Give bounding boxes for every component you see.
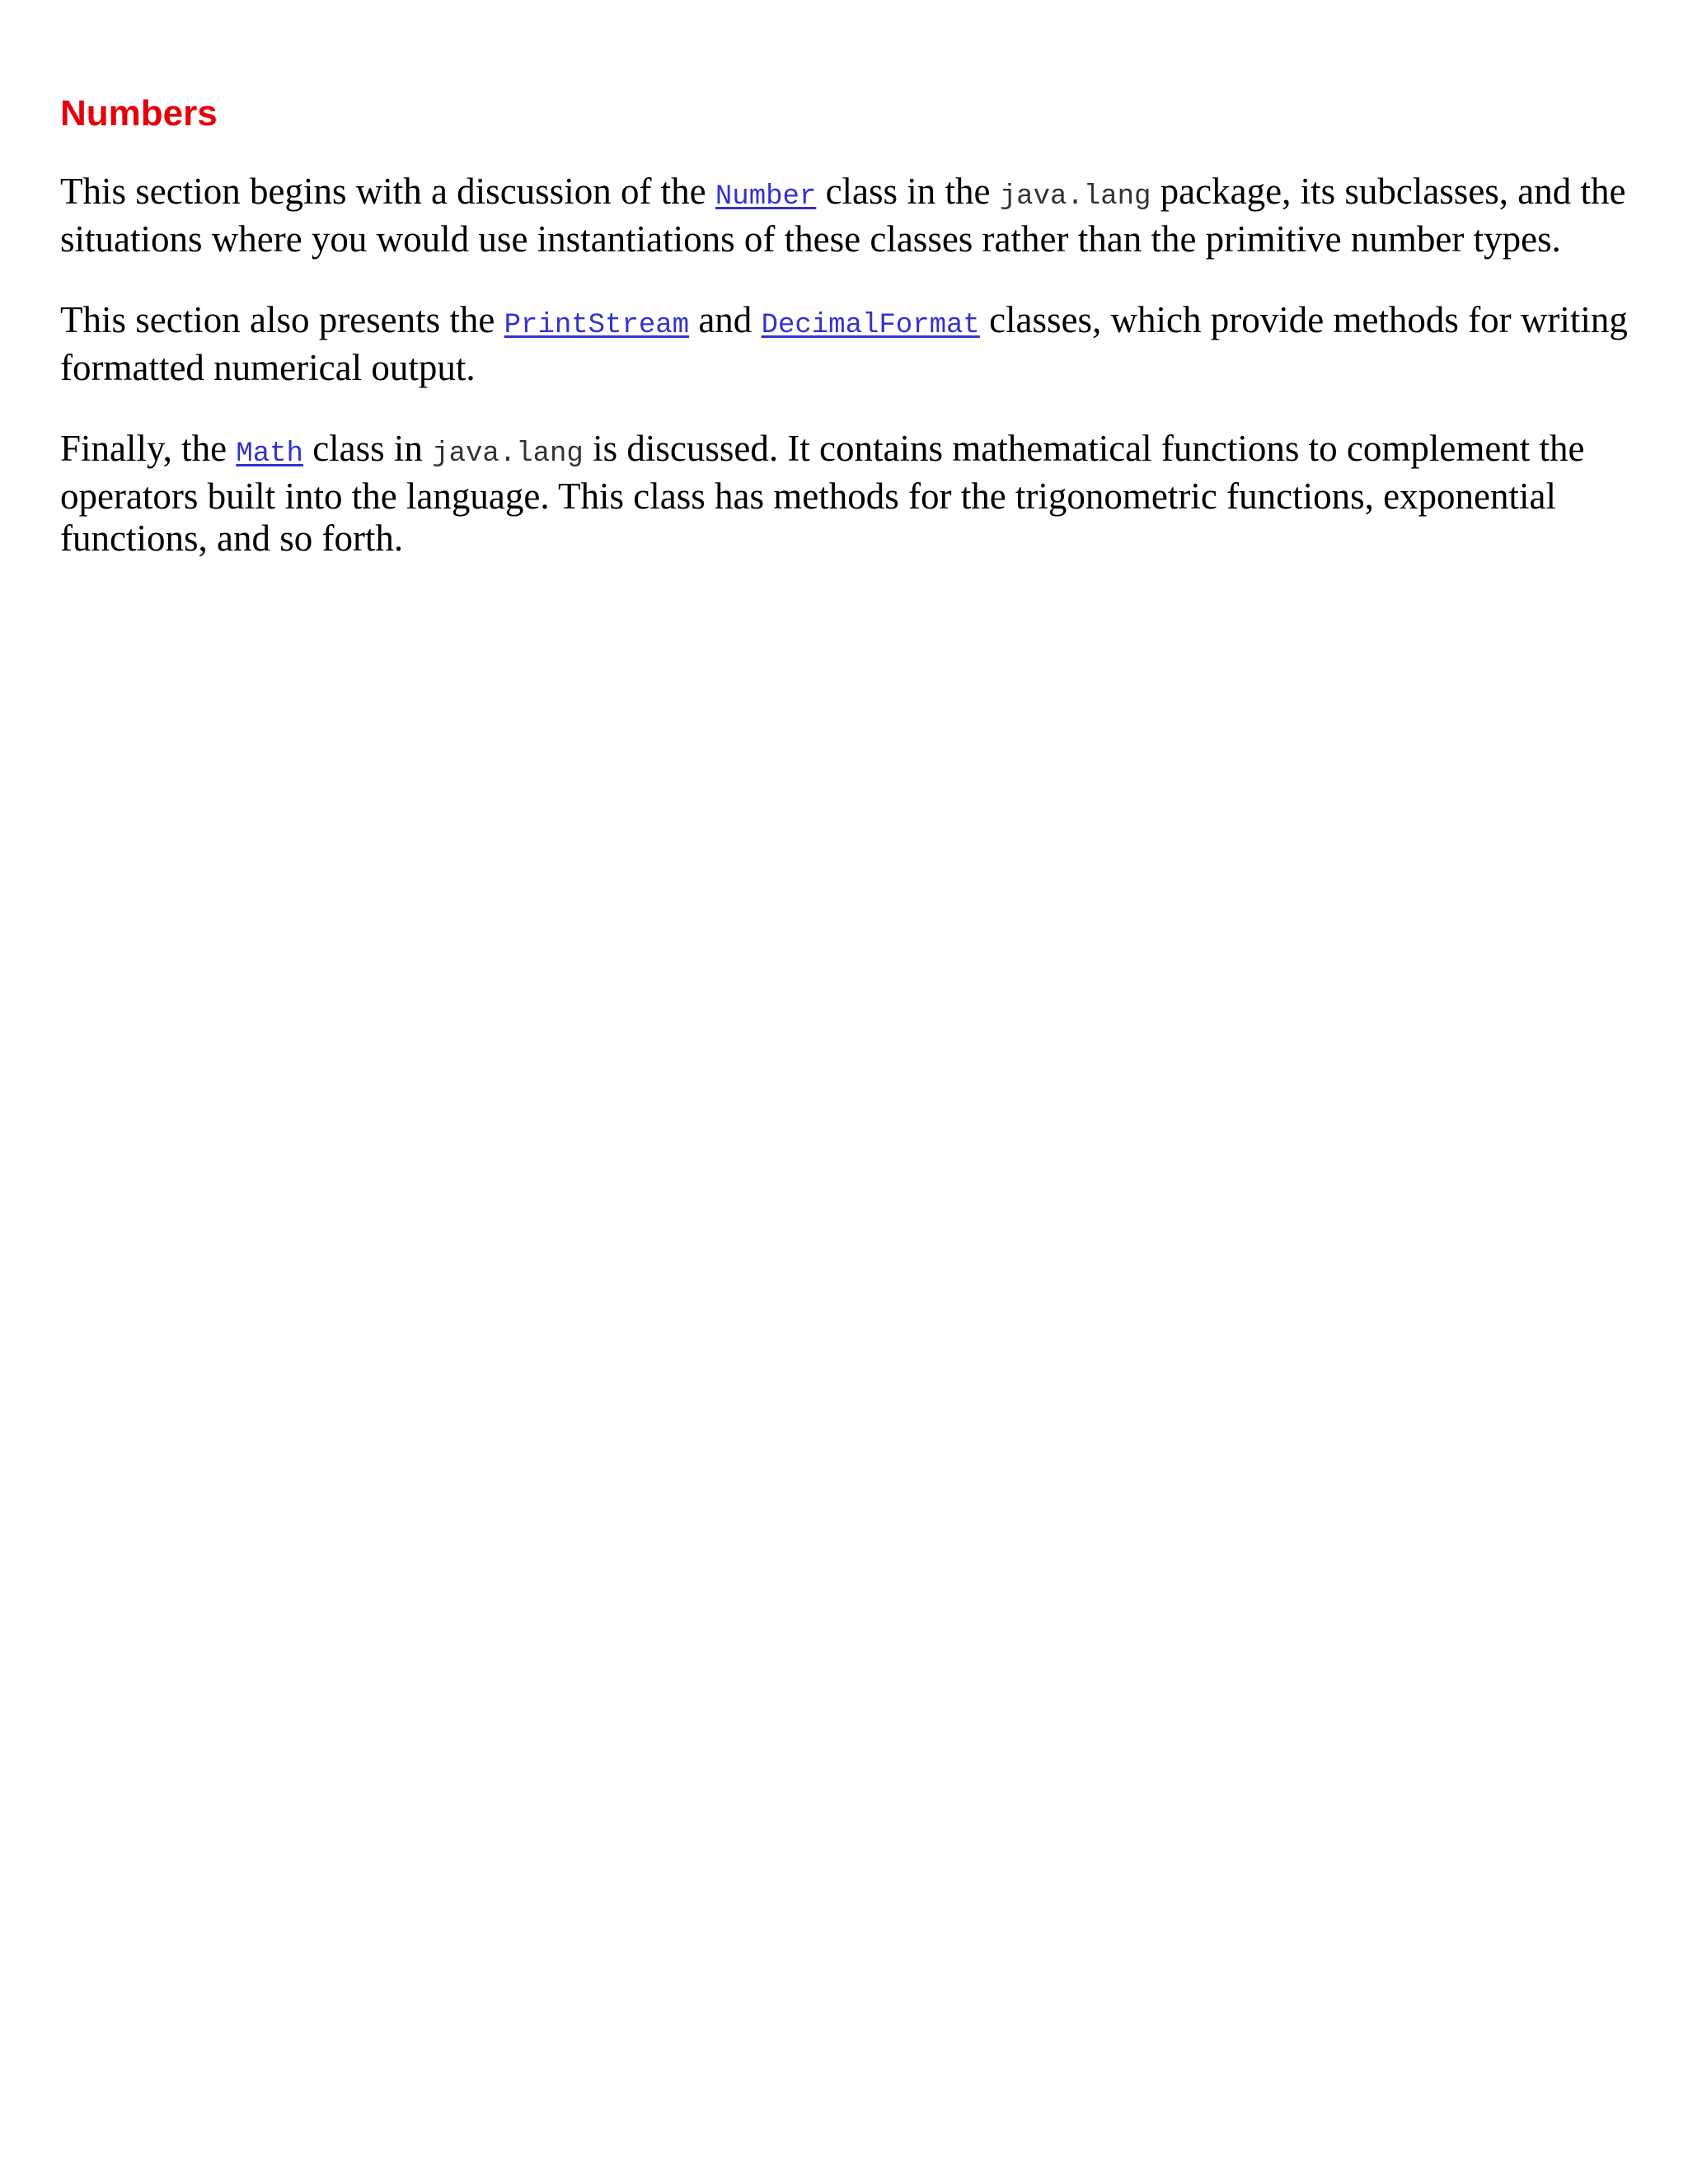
printstream-link[interactable]: PrintStream bbox=[504, 309, 690, 341]
text: This section begins with a discussion of the bbox=[60, 170, 715, 212]
decimalformat-link[interactable]: DecimalFormat bbox=[761, 309, 980, 341]
text: class in bbox=[302, 427, 433, 469]
text: is discussed. It contains mathematical functions to complement the operators built into the language. This class has methods for the trigonometric functions, exponential functions, and so forth. bbox=[60, 427, 1585, 559]
code-java-lang: java.lang bbox=[999, 180, 1151, 213]
text: Finally, the bbox=[60, 427, 237, 469]
text: and bbox=[689, 298, 762, 340]
paragraph-number-class bbox=[60, 171, 1634, 260]
text: package, its subclasses, and the situations where you would use instantiations of these classes rather than the primitive number types. bbox=[60, 170, 1626, 260]
text: class in the bbox=[816, 170, 1000, 212]
section-heading: Numbers bbox=[60, 93, 218, 134]
code-java-lang: java.lang bbox=[432, 438, 584, 470]
text: classes, which provide methods for writing formatted numerical output. bbox=[60, 298, 1628, 388]
text: This section also presents the bbox=[60, 298, 504, 340]
number-link[interactable]: Number bbox=[715, 180, 817, 213]
document-page bbox=[60, 92, 1634, 598]
paragraph-math-class bbox=[60, 428, 1634, 560]
math-link[interactable]: Math bbox=[236, 438, 303, 470]
paragraph-formatting-classes bbox=[60, 299, 1634, 389]
